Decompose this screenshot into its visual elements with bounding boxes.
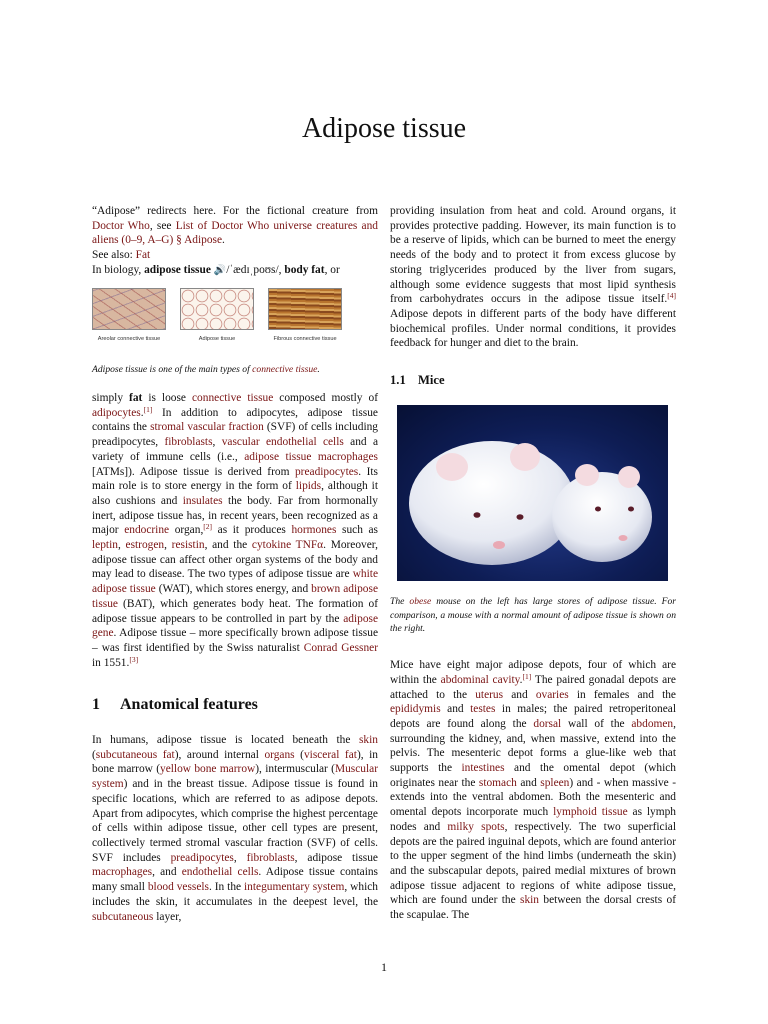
uterus-link[interactable]: uterus xyxy=(475,688,504,701)
ref-link[interactable]: [2] xyxy=(203,522,213,532)
tissue-gallery xyxy=(92,288,378,347)
mice-illustration xyxy=(397,405,668,581)
figure-caption: The obese mouse on the left has large stores of adipose tissue. For comparison, a mouse with a normal amount of adipose tissue is shown on the right. xyxy=(390,595,676,635)
spleen-link[interactable]: spleen xyxy=(540,776,570,789)
fat-link[interactable]: Fat xyxy=(135,249,151,262)
integumentary-system-link[interactable]: integumentary system xyxy=(244,881,345,894)
speaker-icon[interactable]: 🔊 xyxy=(213,264,227,276)
skin-link[interactable]: skin xyxy=(520,894,540,907)
right-column xyxy=(390,204,676,923)
insulates-link[interactable]: insulates xyxy=(182,494,223,507)
areolar-tissue-image xyxy=(92,288,166,330)
subsection-heading: 1.1 Mice xyxy=(390,373,445,388)
subcutaneous-fat-link[interactable]: subcutaneous fat xyxy=(95,748,175,761)
see-also: See also: Fat xyxy=(92,249,151,262)
ref-link[interactable]: [4] xyxy=(667,291,676,301)
function-paragraph: providing insulation from heat and cold. Around organs, it provides protective padding. However, its main function is to be a reserve of lipids, which can be burned to meet the energy needs of the body and to protect it from excess glucose by storing triglycerides produced by the liver from sugars, although some evidence suggests that most lipid synthesis from carbohydrates occurs in the adipose tissue itself.[4] Adipose depots in different parts of the body have different biochemical profiles. Under normal conditions, it provides feedback for hunger and diet to the brain. xyxy=(390,205,676,350)
stomach-link[interactable]: stomach xyxy=(478,776,517,789)
ref-link[interactable]: [1] xyxy=(522,671,532,681)
white-adipose-link[interactable]: white adipose tissue xyxy=(92,568,378,596)
macrophages-link[interactable]: macrophages xyxy=(92,866,153,879)
doctor-who-creatures-link[interactable]: List of Doctor Who universe creatures and aliens (0–9, A–G) § Adipose xyxy=(92,219,379,247)
visceral-fat-link[interactable]: visceral fat xyxy=(303,748,357,761)
dorsal-link[interactable]: dorsal xyxy=(533,717,562,730)
ovaries-link[interactable]: ovaries xyxy=(535,688,569,701)
adipose-gene-link[interactable]: adipose gene xyxy=(92,612,378,640)
page-title: Adipose tissue xyxy=(301,113,467,144)
lipids-link[interactable]: lipids xyxy=(295,480,322,493)
obese-link[interactable]: obese xyxy=(409,595,432,607)
connective-tissue-link[interactable]: connective tissue xyxy=(252,364,318,376)
connective-tissue-link[interactable]: connective tissue xyxy=(192,392,274,405)
abdomen-link[interactable]: abdomen xyxy=(631,717,674,730)
intro-paragraph: simply fat is loose connective tissue composed mostly of adipocytes.[1] In addition to adipocytes, adipose tissue contains the stromal vascular fraction (SVF) of cells including preadipocytes, fibroblasts, vascular endothelial cells and a variety of immune cells (i.e., adipose tissue macrophages [ATMs]). Adipose tissue is derived from preadipocytes. Its main role is to store energy in the form of lipids, although it also cushions and insulates the body. Far from hormonally inert, adipose tissue has, in recent years, been recognized as a major endocrine organ,[2] as it produces hormones such as leptin, estrogen, resistin, and the cytokine TNFα. Moreover, adipose tissue can affect other organ systems of the body and may lead to disease. The two types of adipose tissue are white adipose tissue (WAT), which stores energy, and brown adipose tissue (BAT), which generates body heat. The formation of adipose tissue appears to be controlled in part by the adipose gene. Adipose tissue – more specifically brown adipose tissue – was first identified by the Swiss naturalist Conrad Gessner in 1551.[3] xyxy=(92,392,379,669)
ref-link[interactable]: [1] xyxy=(143,404,153,414)
obese-mouse xyxy=(409,441,575,565)
left-column xyxy=(92,204,378,924)
doctor-who-link[interactable]: Doctor Who xyxy=(92,219,150,232)
ref-link[interactable]: [3] xyxy=(129,654,139,664)
endothelial-cells-link[interactable]: endothelial cells xyxy=(181,866,259,879)
skin-link[interactable]: skin xyxy=(359,734,378,747)
cytokine-link[interactable]: cytokine xyxy=(251,539,292,552)
svf-link[interactable]: stromal vascular fraction xyxy=(150,421,264,434)
thumb-adipose[interactable] xyxy=(180,288,254,347)
preadipocytes-link[interactable]: preadipocytes xyxy=(294,465,359,478)
epididymis-link[interactable]: epididymis xyxy=(390,703,441,716)
leptin-link[interactable]: leptin xyxy=(92,539,118,552)
blood-vessels-link[interactable]: blood vessels xyxy=(147,881,209,894)
abdominal-cavity-link[interactable]: abdominal cavity xyxy=(440,673,520,686)
hatnote: “Adipose” redirects here. For the fictional creature from Doctor Who, see List of Doctor Who universe creatures and aliens (0–9, A–G) § Adipose. xyxy=(92,205,379,247)
anatomy-paragraph: In humans, adipose tissue is located beneath the skin (subcutaneous fat), around internal organs (visceral fat), in bone marrow (yellow bone marrow), intermuscular (Muscular system) and in the breast tissue. Adipose tissue is found in specific locations, which are referred to as adipose depots. Apart from adipocytes, which comprise the highest percentage of cells within adipose tissue, other cell types are present, collectively termed stromal vascular fraction (SVF) of cells. SVF includes preadipocytes, fibroblasts, adipose tissue macrophages, and endothelial cells. Adipose tissue contains many small blood vessels. In the integumentary system, which includes the skin, it accumulates in the deepest level, the subcutaneous layer, xyxy=(92,734,378,923)
section-heading: 1 Anatomical features xyxy=(92,696,258,714)
organs-link[interactable]: organs xyxy=(264,748,295,761)
hormones-link[interactable]: hormones xyxy=(291,524,337,537)
vascular-endothelial-link[interactable]: vascular endothelial cells xyxy=(221,436,344,449)
fibroblasts-link[interactable]: fibroblasts xyxy=(164,436,213,449)
mice-photo[interactable] xyxy=(397,405,668,581)
muscular-system-link[interactable]: Muscular system xyxy=(92,763,378,791)
brown-adipose-link[interactable]: brown adipose tissue xyxy=(92,583,378,610)
adipocytes-link[interactable]: adipocytes xyxy=(92,406,141,419)
thumb-label: Areolar connective tissue xyxy=(97,335,161,342)
figure-caption: Adipose tissue is one of the main types of connective tissue. xyxy=(92,364,320,376)
conrad-gessner-link[interactable]: Conrad Gessner xyxy=(303,641,378,654)
page-number: 1 xyxy=(381,960,387,974)
thumb-areolar[interactable] xyxy=(92,288,166,347)
testes-link[interactable]: testes xyxy=(470,703,496,716)
ipa-pronunciation: /ˈædɪˌpoʊs/ xyxy=(226,263,279,276)
intestines-link[interactable]: intestines xyxy=(461,762,505,775)
endocrine-link[interactable]: endocrine xyxy=(124,524,170,537)
tnf-alpha-link[interactable]: TNFα xyxy=(295,539,324,552)
yellow-bone-marrow-link[interactable]: yellow bone marrow xyxy=(160,763,256,776)
thumb-fibrous[interactable] xyxy=(268,288,342,347)
intro-line: In biology, adipose tissue 🔊/ˈædɪˌpoʊs/, body fat, or xyxy=(92,263,340,276)
resistin-link[interactable]: resistin xyxy=(171,539,205,552)
milky-spots-link[interactable]: milky spots xyxy=(447,820,505,833)
adipose-tissue-image xyxy=(180,288,254,330)
subcutaneous-link[interactable]: subcutaneous xyxy=(92,910,154,923)
fibroblasts-link[interactable]: fibroblasts xyxy=(246,851,295,864)
thumb-label: Fibrous connective tissue xyxy=(273,335,337,342)
estrogen-link[interactable]: estrogen xyxy=(125,539,165,552)
atm-link[interactable]: adipose tissue macrophages xyxy=(244,450,378,463)
preadipocytes-link[interactable]: preadipocytes xyxy=(170,851,234,864)
mice-paragraph: Mice have eight major adipose depots, four of which are within the abdominal cavity.[1] The paired gonadal depots are attached to the uterus and ovaries in females and the epididymis and testes in males; the paired retroperitoneal depots are found along the dorsal wall of the abdomen, surrounding the kidney, and, when massive, extend into the pelvis. The mesenteric depot forms a glue-like web that supports the intestines and the omental depot (which originates near the stomach and spleen) and - when massive - extends into the ventral abdomen. Both the mesenteric and omental depots incorporate much lymphoid tissue as lymph nodes and milky spots, respectively. The two superficial depots are the paired inguinal depots, which are found anterior to the upper segment of the hind limbs (underneath the skin) and the subscapular depots, paired medial mixtures of brown adipose tissue adjacent to regions of white adipose tissue, which are found under the skin between the dorsal crests of the scapulae. The xyxy=(390,659,677,922)
fibrous-tissue-image xyxy=(268,288,342,330)
thumb-label: Adipose tissue xyxy=(198,335,236,342)
lymphoid-tissue-link[interactable]: lymphoid tissue xyxy=(553,806,628,819)
